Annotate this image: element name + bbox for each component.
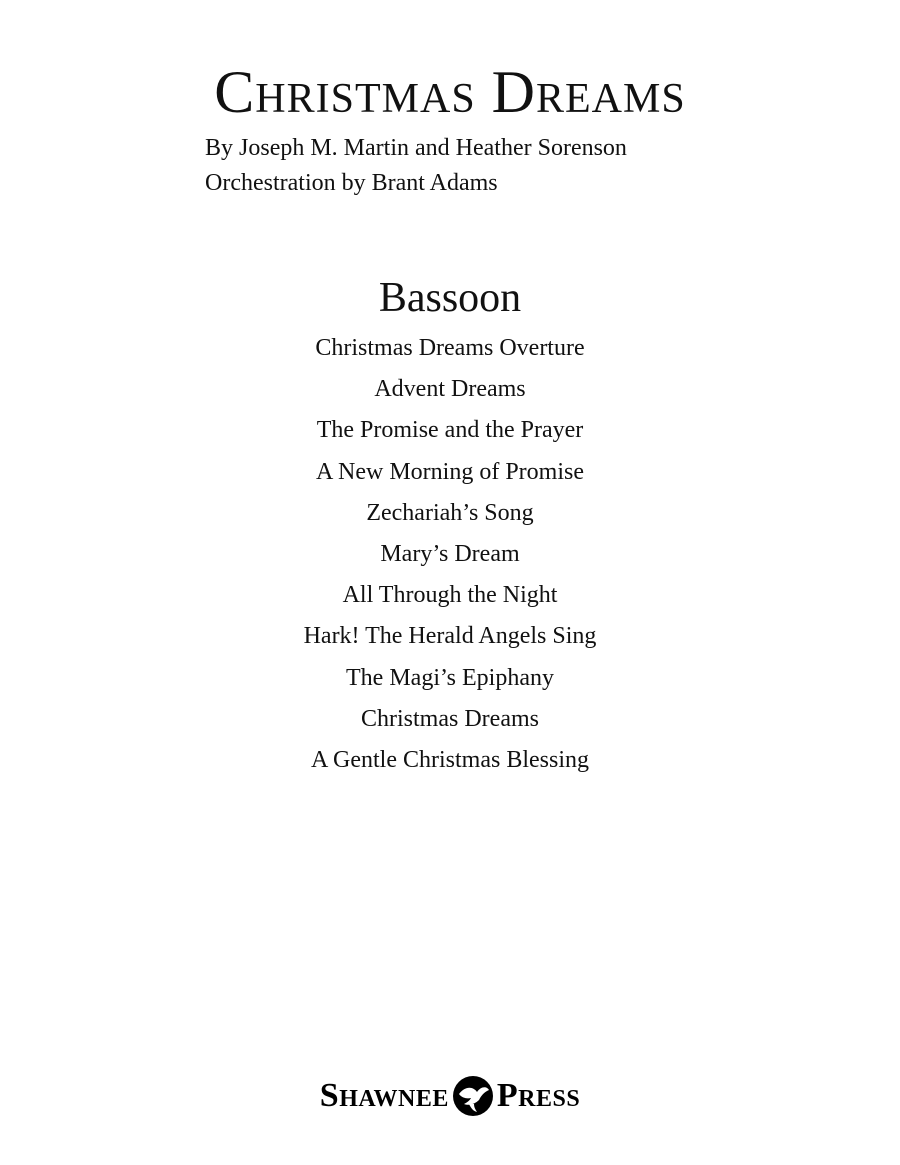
- contents-item: Zechariah’s Song: [366, 499, 534, 526]
- page-title: Christmas Dreams: [214, 59, 686, 125]
- contents-item: The Promise and the Prayer: [316, 417, 584, 444]
- contents-item: The Magi’s Epiphany: [346, 664, 554, 691]
- composer-credit: By Joseph M. Martin and Heather Sorenson: [205, 135, 627, 161]
- contents-item: A New Morning of Promise: [316, 458, 584, 485]
- dove-logo-icon: [451, 1074, 495, 1118]
- contents-item: Hark! The Herald Angels Sing: [303, 623, 597, 650]
- contents-list: [0, 330, 900, 783]
- contents-item: Christmas Dreams Overture: [315, 335, 585, 361]
- contents-item: A Gentle Christmas Blessing: [311, 746, 589, 773]
- publisher-name-right: Press: [496, 1077, 581, 1114]
- publisher-logo: [0, 1074, 900, 1118]
- instrument-name: Bassoon: [378, 275, 522, 321]
- contents-item: Mary’s Dream: [380, 540, 520, 567]
- contents-item: All Through the Night: [342, 582, 558, 609]
- publisher-name-left: Shawnee: [319, 1077, 449, 1114]
- contents-item: Christmas Dreams: [361, 705, 539, 732]
- contents-item: Advent Dreams: [374, 376, 526, 403]
- orchestration-credit: Orchestration by Brant Adams: [205, 170, 498, 196]
